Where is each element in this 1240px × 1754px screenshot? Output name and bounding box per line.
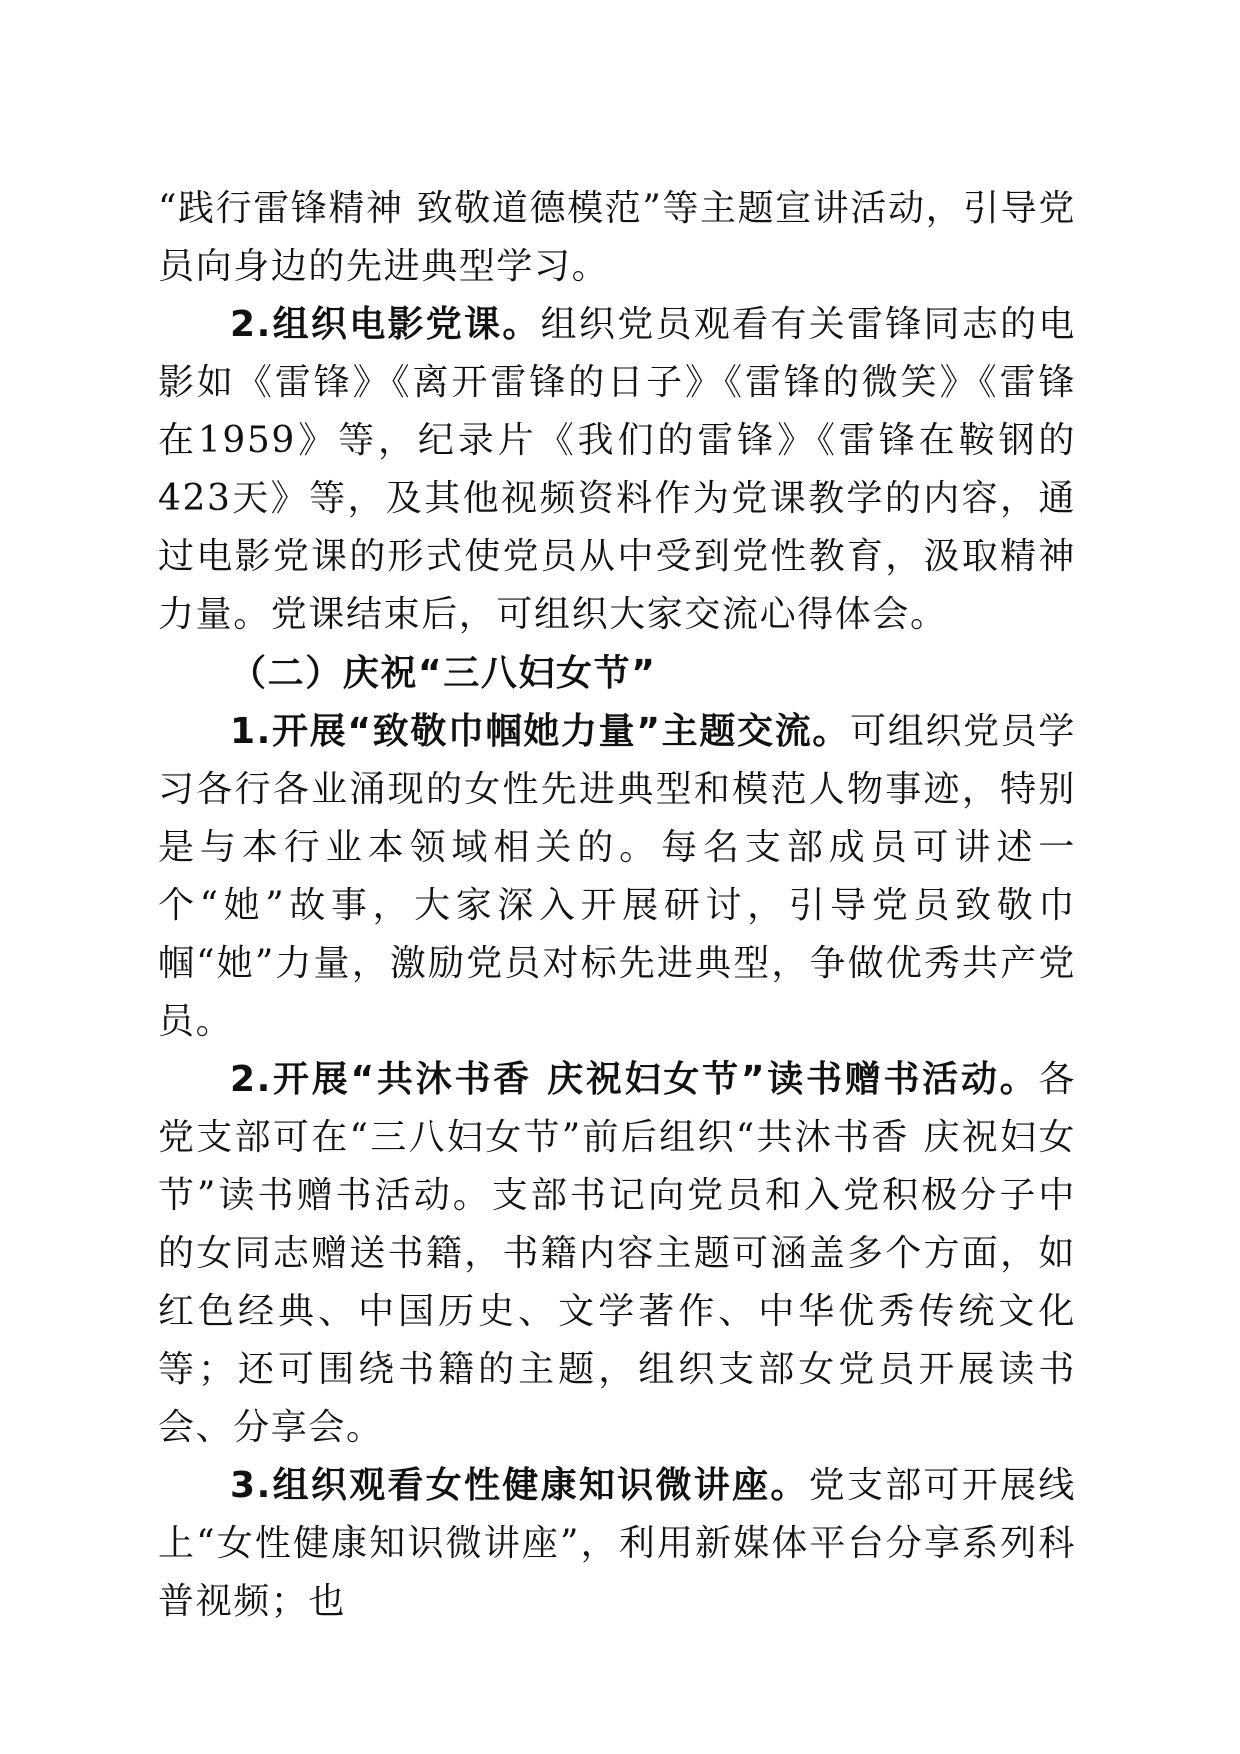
paragraph-continuation [158,180,1076,296]
document-page [158,180,1076,1631]
paragraph-film-party-lesson [158,296,1076,644]
section-heading [158,644,1076,703]
paragraph-text: 组织党员观看有关雷锋同志的电影如《雷锋》《离开雷锋的日子》《雷锋的微笑》《雷锋在1959》等，纪录片《我们的雷锋》《雷锋在鞍钢的423天》等，及其他视频资料作为党课教学的内容，通过电影党课的形式使党员从中受到党性教育，汲取精神力量。党课结束后，可组织大家交流心得体会。 [158,304,1076,635]
paragraph-item-2 [158,1051,1076,1457]
paragraph-item-3 [158,1457,1076,1631]
paragraph-text: 各党支部可在“三八妇女节”前后组织“共沐书香 庆祝妇女节”读书赠书活动。支部书记向党员和入党积极分子中的女同志赠送书籍，书籍内容主题可涵盖多个方面，如红色经典、中国历史、文学著作、中华优秀传统文化等；还可围绕书籍的主题，组织支部女党员开展读书会、分享会。 [158,1059,1076,1448]
paragraph-text: 可组织党员学习各行各业涌现的女性先进典型和模范人物事迹，特别是与本行业本领域相关的。每名支部成员可讲述一个“她”故事，大家深入开展研讨，引导党员致敬巾帼“她”力量，激励党员对标先进典型，争做优秀共产党员。 [158,711,1076,1042]
paragraph-text: “践行雷锋精神 致敬道德模范”等主题宣讲活动，引导党员向身边的先进典型学习。 [158,188,1076,287]
paragraph-item-1 [158,703,1076,1051]
paragraph-lead: 2.开展“共沐书香 庆祝妇女节”读书赠书活动。 [230,1059,1039,1100]
paragraph-text: 党支部可开展线上“女性健康知识微讲座”，利用新媒体平台分享系列科普视频；也 [158,1465,1077,1622]
paragraph-lead: 1.开展“致敬巾帼她力量”主题交流。 [230,711,851,752]
section-heading-text: （二）庆祝“三八妇女节” [230,653,657,694]
paragraph-lead: 3.组织观看女性健康知识微讲座。 [230,1465,809,1506]
paragraph-lead: 2.组织电影党课。 [230,304,541,345]
